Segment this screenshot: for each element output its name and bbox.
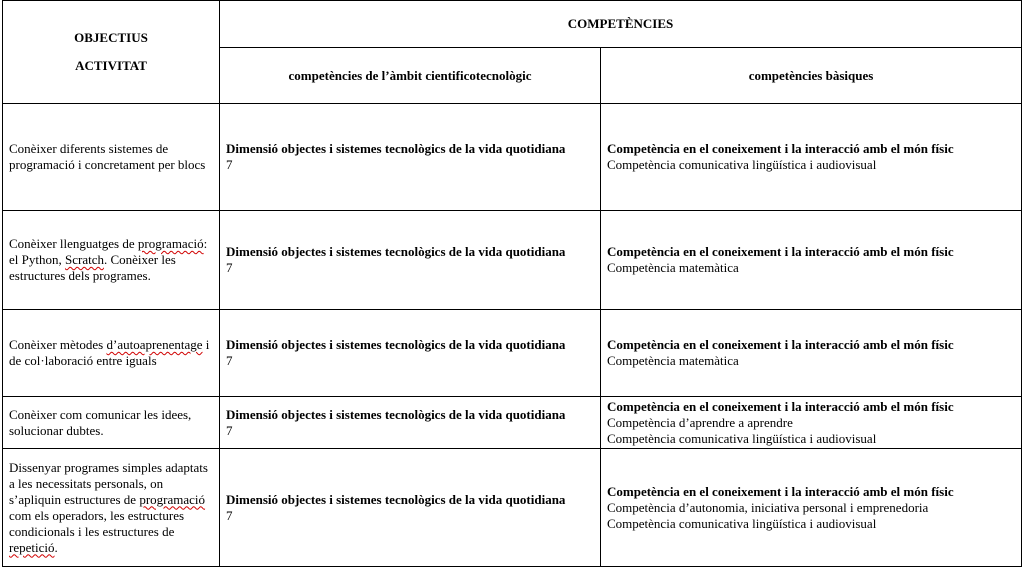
dimension-title: Dimensió objectes i sistemes tecnològics de la vida quotidiana <box>226 491 566 507</box>
basic-competences-cell <box>601 397 1022 449</box>
dimension-number: 7 <box>226 353 233 368</box>
competence-item: Competència matemàtica <box>607 353 739 368</box>
basic-competences-header: competències bàsiques <box>601 48 1022 104</box>
competences-header: COMPETÈNCIES <box>220 1 1022 48</box>
objective-cell: Conèixer mètodes d’autoaprenentage i de col·laboració entre iguals <box>3 310 220 397</box>
basic-competences-cell <box>601 211 1022 310</box>
spellcheck-word: d’autoaprenentage <box>106 337 203 352</box>
competence-item: Competència d’autonomia, iniciativa personal i emprenedoria <box>607 499 929 515</box>
dimension-title: Dimensió objectes i sistemes tecnològics de la vida quotidiana <box>226 337 566 352</box>
dimension-cell <box>220 104 601 211</box>
competence-item: Competència d’aprendre a aprendre <box>607 414 793 430</box>
spellcheck-word: repetició <box>9 539 55 555</box>
table-row <box>3 104 1022 211</box>
dimension-number: 7 <box>226 507 233 523</box>
spellcheck-word: Scratch <box>64 252 104 267</box>
objective-cell: Dissenyar programes simples adaptats a les necessitats personals, on s’apliquin estructures de programació com els operadors, les estructures condicionals i les estructures de repetició. <box>3 449 220 567</box>
competence-primary: Competència en el coneixement i la interacció amb el món físic <box>607 141 954 156</box>
competence-primary: Competència en el coneixement i la interacció amb el món físic <box>607 398 954 414</box>
competence-primary: Competència en el coneixement i la interacció amb el món físic <box>607 244 954 259</box>
objectives-header-line1: OBJECTIUS <box>74 30 148 45</box>
dimension-title: Dimensió objectes i sistemes tecnològics de la vida quotidiana <box>226 406 566 422</box>
competence-primary: Competència en el coneixement i la interacció amb el món físic <box>607 483 954 499</box>
dimension-number: 7 <box>226 260 233 275</box>
objective-cell: Conèixer diferents sistemes de programació i concretament per blocs <box>3 104 220 211</box>
basic-competences-cell <box>601 104 1022 211</box>
dimension-title: Dimensió objectes i sistemes tecnològics de la vida quotidiana <box>226 244 566 259</box>
spellcheck-word: programació <box>137 236 204 251</box>
objectives-header <box>3 1 220 104</box>
dimension-title: Dimensió objectes i sistemes tecnològics de la vida quotidiana <box>226 141 566 156</box>
table-row <box>3 449 1022 567</box>
objective-cell: Conèixer com comunicar les idees, solucionar dubtes. <box>3 397 220 449</box>
spellcheck-word: programació <box>139 491 206 507</box>
competence-item: Competència matemàtica <box>607 260 739 275</box>
competence-item: Competència comunicativa lingüística i audiovisual <box>607 430 877 446</box>
competences-table <box>2 0 1022 567</box>
dimension-number: 7 <box>226 157 233 172</box>
scientific-competences-header: competències de l’àmbit cientificotecnològic <box>220 48 601 104</box>
dimension-cell <box>220 211 601 310</box>
objective-cell: Conèixer llenguatges de programació: el Python, Scratch. Conèixer les estructures dels programes. <box>3 211 220 310</box>
objectives-header-line2: ACTIVITAT <box>75 58 147 73</box>
dimension-cell <box>220 310 601 397</box>
table-row <box>3 310 1022 397</box>
table-row <box>3 211 1022 310</box>
dimension-cell <box>220 449 601 567</box>
table-row <box>3 397 1022 449</box>
basic-competences-cell <box>601 449 1022 567</box>
competence-item: Competència comunicativa lingüística i audiovisual <box>607 157 877 172</box>
competence-item: Competència comunicativa lingüística i audiovisual <box>607 515 877 531</box>
dimension-number: 7 <box>226 422 233 438</box>
dimension-cell <box>220 397 601 449</box>
competence-primary: Competència en el coneixement i la interacció amb el món físic <box>607 337 954 352</box>
basic-competences-cell <box>601 310 1022 397</box>
